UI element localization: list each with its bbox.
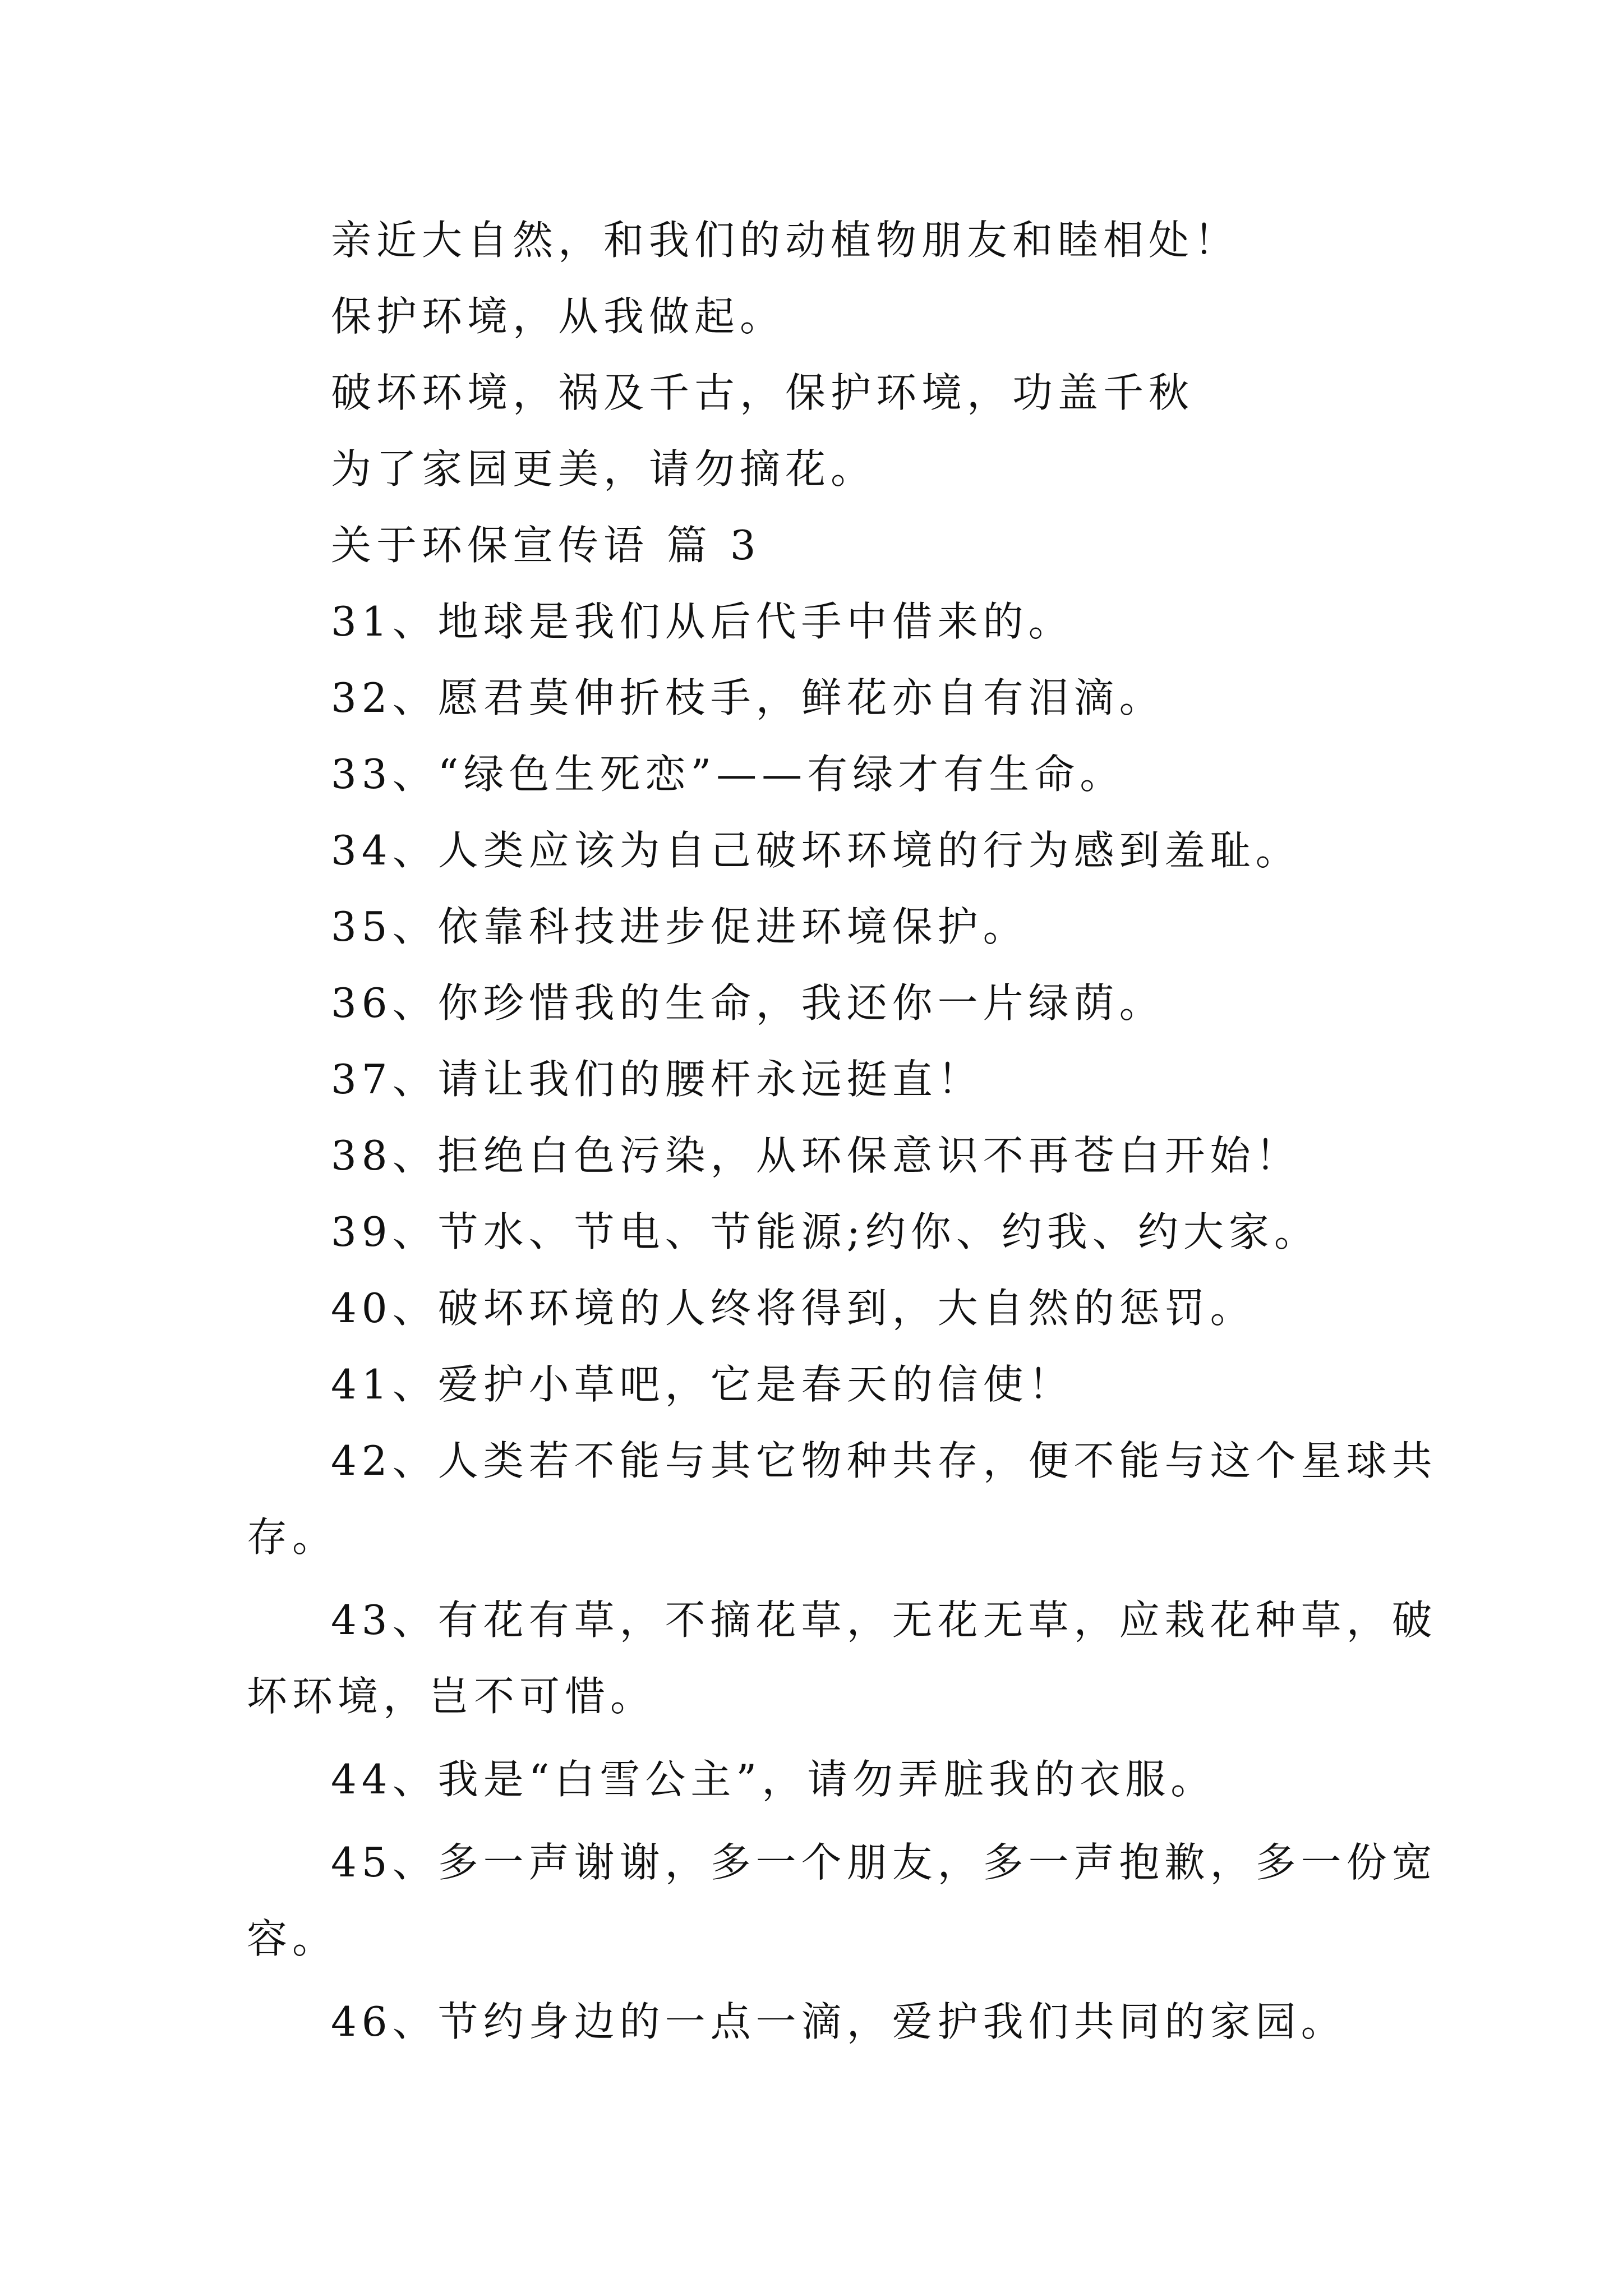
slogan-item: 44、我是“白雪公主”，请勿弄脏我的衣服。: [331, 1756, 1216, 1803]
text-line: 为了家园更美，请勿摘花。: [331, 445, 877, 493]
slogan-item: 32、愿君莫伸折枝手，鲜花亦自有泪滴。: [331, 674, 1165, 721]
slogan-item: 31、地球是我们从后代手中借来的。: [331, 598, 1074, 645]
text-line: 保护环境，从我做起。: [331, 293, 786, 340]
slogan-item: 39、节水、节电、节能源;约你、约我、约大家。: [331, 1208, 1320, 1255]
slogan-item-43: [247, 1582, 1437, 1734]
slogan-item-45: [247, 1824, 1437, 1977]
slogan-line: 43、有花有草，不摘花草，无花无草，应栽花种草，破: [331, 1596, 1437, 1644]
slogan-item: 33、“绿色生死恋”——有绿才有生命。: [331, 751, 1126, 798]
slogan-item: 46、节约身边的一点一滴，爱护我们共同的家园。: [331, 1998, 1347, 2045]
text-line: 亲近大自然，和我们的动植物朋友和睦相处！: [331, 217, 1240, 264]
slogan-item: 40、破坏环境的人终将得到，大自然的惩罚。: [331, 1285, 1256, 1332]
slogan-item: 34、人类应该为自己破坏环境的行为感到羞耻。: [331, 827, 1301, 874]
slogan-item: 36、你珍惜我的生命，我还你一片绿荫。: [331, 979, 1165, 1027]
slogan-item: 41、爱护小草吧，它是春天的信使！: [331, 1361, 1074, 1408]
slogan-item-42: [247, 1423, 1437, 1575]
slogan-line: 42、人类若不能与其它物种共存，便不能与这个星球共: [331, 1437, 1437, 1484]
section-heading: 关于环保宣传语 篇 3: [331, 522, 761, 569]
slogan-item: 37、请让我们的腰杆永远挺直！: [331, 1056, 983, 1103]
slogan-line: 45、多一声谢谢，多一个朋友，多一声抱歉，多一份宽: [331, 1839, 1437, 1886]
document-body: [247, 202, 1437, 2060]
slogan-item: 38、拒绝白色污染，从环保意识不再苍白开始！: [331, 1132, 1301, 1179]
slogan-line-continuation: 坏环境，岂不可惜。: [247, 1673, 656, 1720]
slogan-line-continuation: 容。: [247, 1915, 338, 1962]
slogan-item: 35、依靠科技进步促进环境保护。: [331, 903, 1029, 950]
slogan-line-continuation: 存。: [247, 1513, 338, 1561]
text-line: 破坏环境，祸及千古，保护环境，功盖千秋: [331, 369, 1195, 416]
